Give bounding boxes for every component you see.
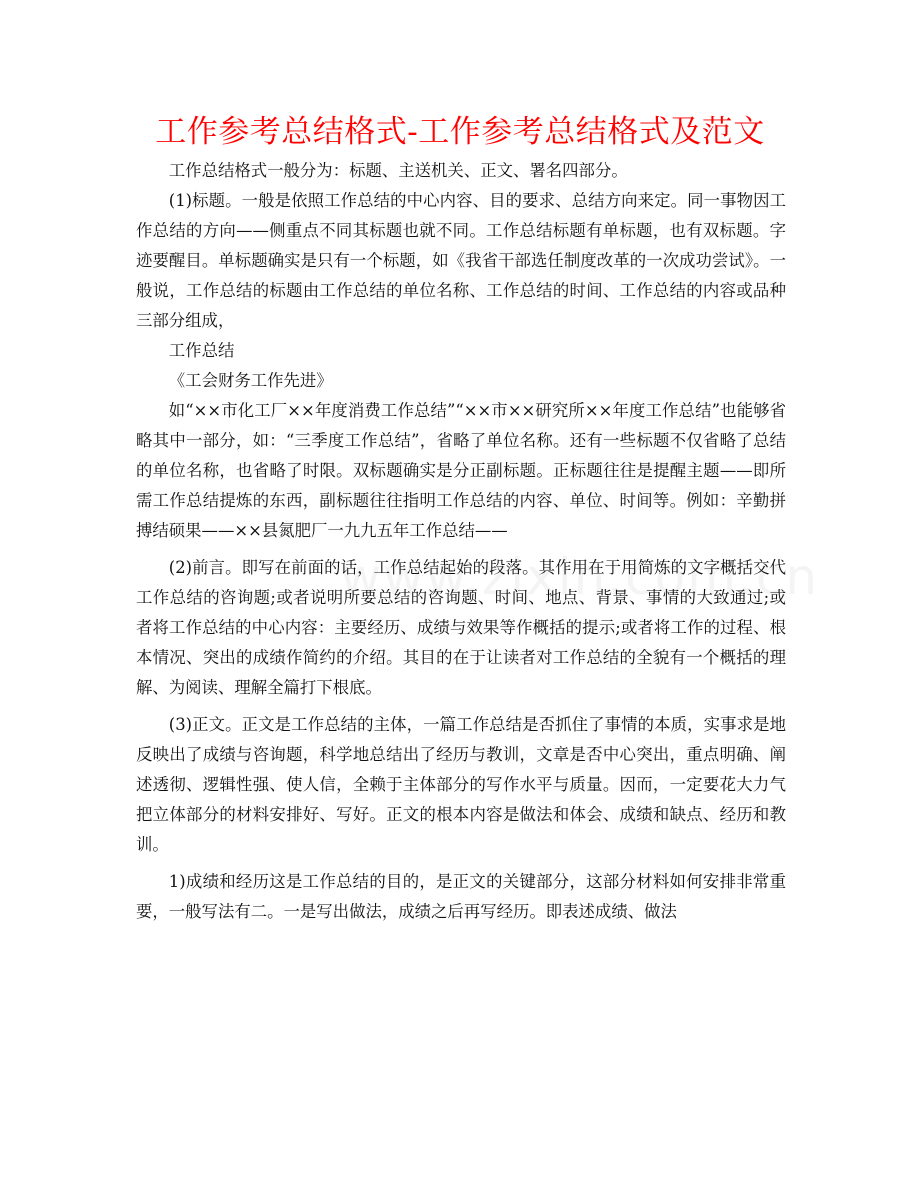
paragraph-title-section: (1)标题。一般是依照工作总结的中心内容、目的要求、总结方向来定。同一事物因工作总结的方向——侧重点不同其标题也就不同。工作总结标题有单标题，也有双标题。字迹要醒目。单标题确实是只有一个标题，如《我省干部选任制度改革的一次成功尝试》。一般说，工作总结的标题由工作总结的单位名称、工作总结的时间、工作总结的内容或品种三部分组成， xyxy=(136,191,786,330)
paragraph-achievements: 1)成绩和经历这是工作总结的目的，是正文的关键部分，这部分材料如何安排非常重要，一般写法有二。一是写出做法，成绩之后再写经历。即表述成绩、做法 xyxy=(136,872,786,921)
paragraph-example-1: 工作总结 xyxy=(168,341,235,360)
paragraph-example-2: 《工会财务工作先进》 xyxy=(168,371,333,390)
paragraph-intro: 工作总结格式一般分为：标题、主送机关、正文、署名四部分。 xyxy=(168,161,628,180)
document-title: 工作参考总结格式-工作参考总结格式及范文 xyxy=(155,114,765,150)
paragraph-preface: (2)前言。即写在前面的话，工作总结起始的段落。其作用在于用简炼的文字概括交代工作总结的咨询题;或者说明所要总结的咨询题、时间、地点、背景、事情的大致通过;或者将工作总结的中心内容：主要经历、成绩与效果等作概括的提示;或者将工作的过程、根本情况、突出的成绩作简约的介绍。其目的在于让读者对工作总结的全貌有一个概括的理解、为阅读、理解全篇打下根底。 xyxy=(136,558,786,697)
document-body xyxy=(136,156,786,927)
paragraph-title-examples: 如“××市化工厂××年度消费工作总结”“××市××研究所××年度工作总结”也能够省略其中一部分，如：“三季度工作总结”，省略了单位名称。还有一些标题不仅省略了总结的单位名称，也省略了时限。双标题确实是分正副标题。正标题往往是提醒主题——即所需工作总结提炼的东西，副标题往往指明工作总结的内容、单位、时间等。例如：辛勤拼搏结硕果——××县氮肥厂一九九五年工作总结—— xyxy=(136,401,786,540)
paragraph-main-body: (3)正文。正文是工作总结的主体，一篇工作总结是否抓住了事情的本质，实事求是地反映出了成绩与咨询题，科学地总结出了经历与教训，文章是否中心突出，重点明确、阐述透彻、逻辑性强、使人信，全赖于主体部分的写作水平与质量。因而，一定要花大力气把立体部分的材料安排好、写好。正文的根本内容是做法和体会、成绩和缺点、经历和教训。 xyxy=(136,715,786,854)
